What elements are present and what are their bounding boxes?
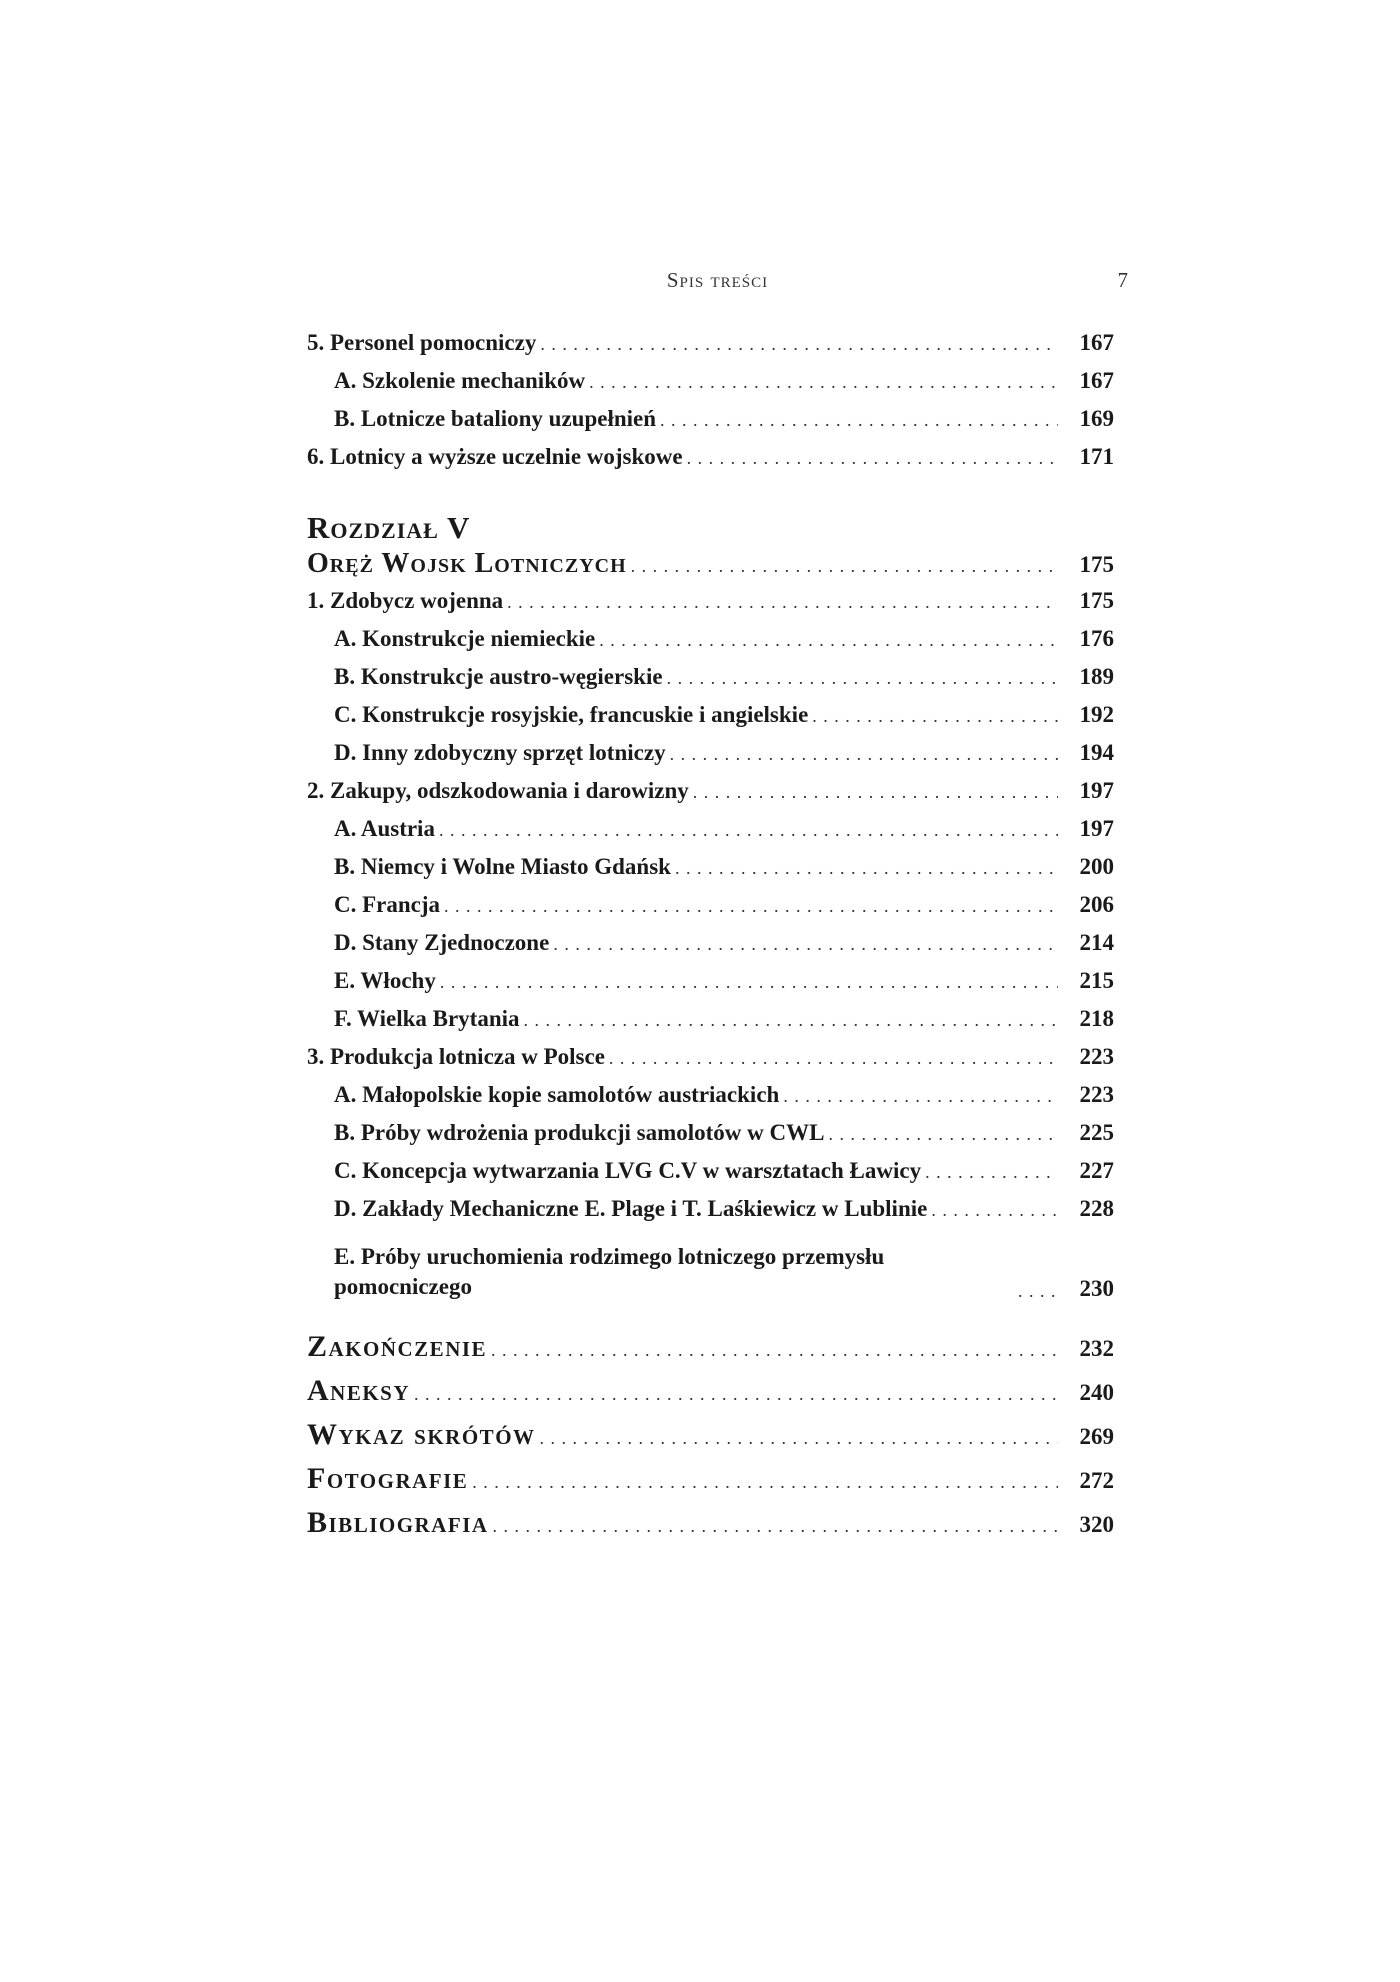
toc-entry-page: 272 (1079, 1468, 1114, 1493)
toc-entry-label: 1. Zdobycz wojenna (307, 588, 504, 613)
toc-entry-label: A. Małopolskie kopie samolotów austriackich (334, 1082, 780, 1107)
toc-entry-label: B. Niemcy i Wolne Miasto Gdańsk (334, 854, 671, 879)
dot-leader (524, 1010, 1058, 1031)
toc-entry-label: A. Konstrukcje niemieckie (334, 626, 596, 651)
toc-entry-page: 194 (1079, 740, 1114, 765)
toc-entry-page: 225 (1079, 1120, 1114, 1145)
toc-entry-label: D. Inny zdobyczny sprzęt lotniczy (334, 740, 666, 765)
dot-leader (444, 896, 1058, 917)
chapter-title-entry[interactable] (307, 548, 1114, 588)
toc-entry-page: 320 (1079, 1512, 1114, 1537)
toc-entry-page: 175 (1079, 588, 1114, 613)
dot-leader (631, 556, 1058, 577)
toc-entry-page: 223 (1079, 1082, 1114, 1107)
dot-leader (472, 1472, 1058, 1493)
toc-entry[interactable] (307, 406, 1114, 444)
toc-entry-page: 232 (1079, 1336, 1114, 1361)
toc-section-label: Zakończenie (307, 1330, 488, 1363)
dot-leader (925, 1162, 1058, 1183)
toc-entry[interactable] (307, 444, 1114, 482)
dot-leader (553, 934, 1058, 955)
toc-entry-page: 218 (1079, 1006, 1114, 1031)
toc-entry-page: 230 (1079, 1276, 1114, 1301)
toc-entry[interactable] (307, 968, 1114, 1006)
toc-entry[interactable] (307, 854, 1114, 892)
toc-entry-label: C. Francja (334, 892, 441, 917)
toc-entry-label: 5. Personel pomocniczy (307, 330, 537, 355)
toc-entry-page: 197 (1079, 778, 1114, 803)
toc-entry[interactable] (307, 1120, 1114, 1158)
dot-leader (589, 372, 1058, 393)
toc-entry[interactable] (307, 1196, 1114, 1234)
toc-entry[interactable] (307, 1158, 1114, 1196)
dot-leader (609, 1048, 1058, 1069)
toc-entry-page: 215 (1079, 968, 1114, 993)
toc-entry-page: 189 (1079, 664, 1114, 689)
dot-leader (693, 782, 1058, 803)
toc-section-label: Fotografie (307, 1462, 469, 1495)
dot-leader (667, 668, 1058, 689)
dot-leader (414, 1384, 1058, 1405)
toc-entry[interactable] (307, 626, 1114, 664)
dot-leader (493, 1516, 1058, 1537)
toc-entry-page: 175 (1079, 552, 1114, 577)
running-title: Spis treści (666, 268, 769, 292)
toc-section-entry[interactable] (307, 1330, 1114, 1374)
toc-entry-label: D. Zakłady Mechaniczne E. Plage i T. Laśkiewicz w Lublinie (334, 1196, 928, 1221)
toc-entry[interactable] (307, 664, 1114, 702)
toc-entry-page: 206 (1079, 892, 1114, 917)
toc-entry-page: 214 (1079, 930, 1114, 955)
dot-leader (440, 972, 1058, 993)
dot-leader (1018, 1281, 1058, 1302)
toc-entry-page: 228 (1079, 1196, 1114, 1221)
dot-leader (491, 1340, 1058, 1361)
toc-section-entry[interactable] (307, 1418, 1114, 1462)
toc-entry[interactable] (307, 368, 1114, 406)
toc-entry[interactable] (307, 1234, 1114, 1306)
toc-entry-label: 2. Zakupy, odszkodowania i darowizny (307, 778, 689, 803)
toc-section-entry[interactable] (307, 1462, 1114, 1506)
page-number: 7 (1117, 268, 1128, 292)
dot-leader (828, 1124, 1058, 1145)
toc-entry-label: B. Konstrukcje austro-węgierskie (334, 664, 663, 689)
toc-entry-page: 176 (1079, 626, 1114, 651)
toc-entry-page: 240 (1079, 1380, 1114, 1405)
toc-entry-label: E. Próby uruchomienia rodzimego lotniczego przemysłu pomocniczego (334, 1244, 885, 1299)
toc-entry-page: 171 (1079, 444, 1114, 469)
toc-entry-label: D. Stany Zjednoczone (334, 930, 550, 955)
dot-leader (931, 1200, 1058, 1221)
dot-leader (687, 448, 1058, 469)
dot-leader (439, 820, 1058, 841)
toc-entry-page: 169 (1079, 406, 1114, 431)
toc-section-label: Wykaz skrótów (307, 1418, 536, 1451)
toc-entry[interactable] (307, 702, 1114, 740)
toc-entry-page: 197 (1079, 816, 1114, 841)
toc-entry-label: F. Wielka Brytania (334, 1006, 520, 1031)
dot-leader (670, 744, 1058, 765)
toc-entry-page: 227 (1079, 1158, 1114, 1183)
dot-leader (599, 630, 1058, 651)
toc-entry[interactable] (307, 740, 1114, 778)
toc-entry-page: 269 (1079, 1424, 1114, 1449)
toc-entry-page: 167 (1079, 330, 1114, 355)
dot-leader (783, 1086, 1058, 1107)
dot-leader (507, 592, 1058, 613)
toc-entry[interactable] (307, 588, 1114, 626)
page-header (307, 268, 1128, 302)
table-of-contents (307, 330, 1114, 1550)
dot-leader (660, 410, 1058, 431)
toc-entry-page: 167 (1079, 368, 1114, 393)
dot-leader (540, 334, 1058, 355)
toc-entry-page: 200 (1079, 854, 1114, 879)
toc-entry-page: 192 (1079, 702, 1114, 727)
dot-leader (812, 706, 1058, 727)
toc-entry[interactable] (307, 892, 1114, 930)
toc-entry[interactable] (307, 816, 1114, 854)
toc-entry-label: 3. Produkcja lotnicza w Polsce (307, 1044, 605, 1069)
toc-entry[interactable] (307, 930, 1114, 968)
toc-entry[interactable] (307, 1082, 1114, 1120)
toc-section-entry[interactable] (307, 1506, 1114, 1550)
toc-entry-label: A. Austria (334, 816, 435, 841)
toc-entry[interactable] (307, 1044, 1114, 1082)
chapter-title: Oręż Wojsk Lotniczych (307, 548, 627, 579)
toc-entry[interactable] (307, 1006, 1114, 1044)
chapter-heading: Rozdział V (307, 510, 471, 545)
final-sections (307, 1330, 1114, 1550)
toc-entry-label: B. Lotnicze bataliony uzupełnień (334, 406, 657, 431)
toc-entry-label: E. Włochy (334, 968, 436, 993)
toc-entry-label: B. Próby wdrożenia produkcji samolotów w CWL (334, 1120, 825, 1145)
toc-entry-label: 6. Lotnicy a wyższe uczelnie wojskowe (307, 444, 683, 469)
toc-entry-page: 223 (1079, 1044, 1114, 1069)
toc-entry-label: A. Szkolenie mechaników (334, 368, 586, 393)
toc-section-entry[interactable] (307, 1374, 1114, 1418)
dot-leader (540, 1428, 1058, 1449)
toc-entry-label: C. Koncepcja wytwarzania LVG C.V w warsztatach Ławicy (334, 1158, 922, 1183)
toc-entry-label: C. Konstrukcje rosyjskie, francuskie i angielskie (334, 702, 809, 727)
toc-section-label: Aneksy (307, 1374, 411, 1407)
toc-entry[interactable] (307, 330, 1114, 368)
toc-entry[interactable] (307, 778, 1114, 816)
dot-leader (675, 858, 1058, 879)
toc-section-label: Bibliografia (307, 1506, 489, 1539)
